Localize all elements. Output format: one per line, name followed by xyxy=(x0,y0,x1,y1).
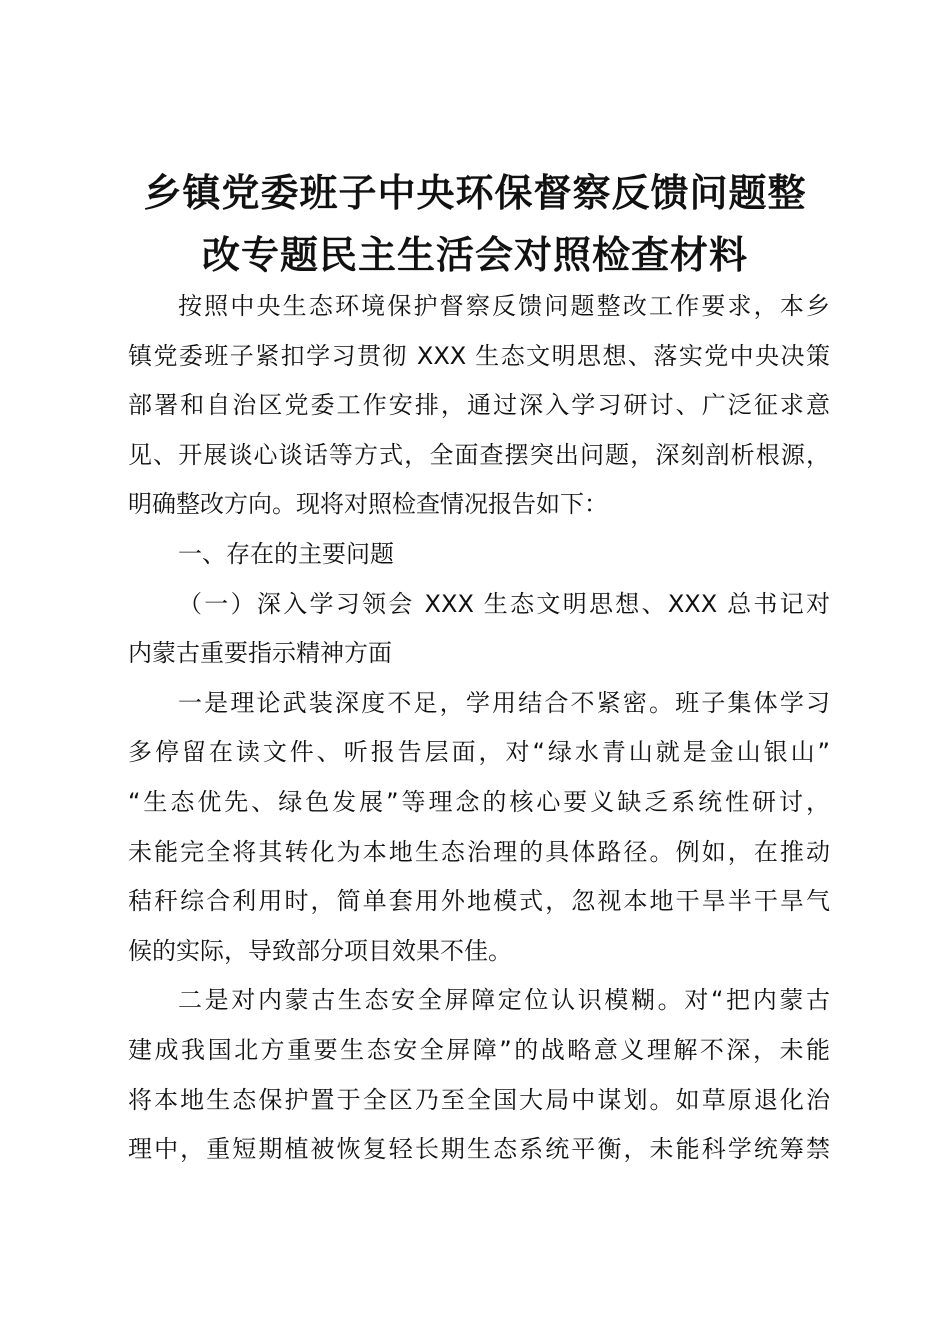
text-line: 秸秆综合利用时，简单套用外地模式，忽视本地干旱半干旱气 xyxy=(128,887,830,916)
text-line: 理中，重短期植被恢复轻长期生态系统平衡，未能科学统筹禁 xyxy=(128,1135,830,1164)
text-line: “生态优先、绿色发展”等理念的核心要义缺乏系统性研讨， xyxy=(128,787,830,816)
text-line: 未能完全将其转化为本地生态治理的具体路径。例如，在推动 xyxy=(128,837,830,866)
text-line: 镇党委班子紧扣学习贯彻 XXX 生态文明思想、落实党中央决策 xyxy=(128,341,830,370)
section-heading: 一、存在的主要问题 xyxy=(178,539,394,568)
document-title-line-1: 乡镇党委班子中央环保督察反馈问题整 xyxy=(143,171,807,215)
subsection-heading: 内蒙古重要指示精神方面 xyxy=(128,639,392,668)
document-body xyxy=(128,282,830,1175)
text-line: 明确整改方向。现将对照检查情况报告如下： xyxy=(128,490,608,519)
text-line: 建成我国北方重要生态安全屏障”的战略意义理解不深，未能 xyxy=(128,1035,830,1064)
document-title-line-2: 改专题民主生活会对照检查材料 xyxy=(201,233,748,277)
subsection-heading: （一）深入学习领会 XXX 生态文明思想、XXX 总书记对 xyxy=(178,589,830,618)
text-line: 部署和自治区党委工作安排，通过深入学习研讨、广泛征求意 xyxy=(128,391,830,420)
text-line: 按照中央生态环境保护督察反馈问题整改工作要求，本乡 xyxy=(178,292,830,320)
text-line: 候的实际，导致部分项目效果不佳。 xyxy=(128,936,512,965)
text-line: 一是理论武装深度不足，学用结合不紧密。班子集体学习 xyxy=(178,688,830,717)
text-line: 见、开展谈心谈话等方式，全面查摆突出问题，深刻剖析根源， xyxy=(128,440,830,469)
text-line: 二是对内蒙古生态安全屏障定位认识模糊。对“把内蒙古 xyxy=(178,986,830,1015)
text-line: 多停留在读文件、听报告层面，对“绿水青山就是金山银山” xyxy=(128,738,830,767)
text-line: 将本地生态保护置于全区乃至全国大局中谋划。如草原退化治 xyxy=(128,1085,830,1114)
